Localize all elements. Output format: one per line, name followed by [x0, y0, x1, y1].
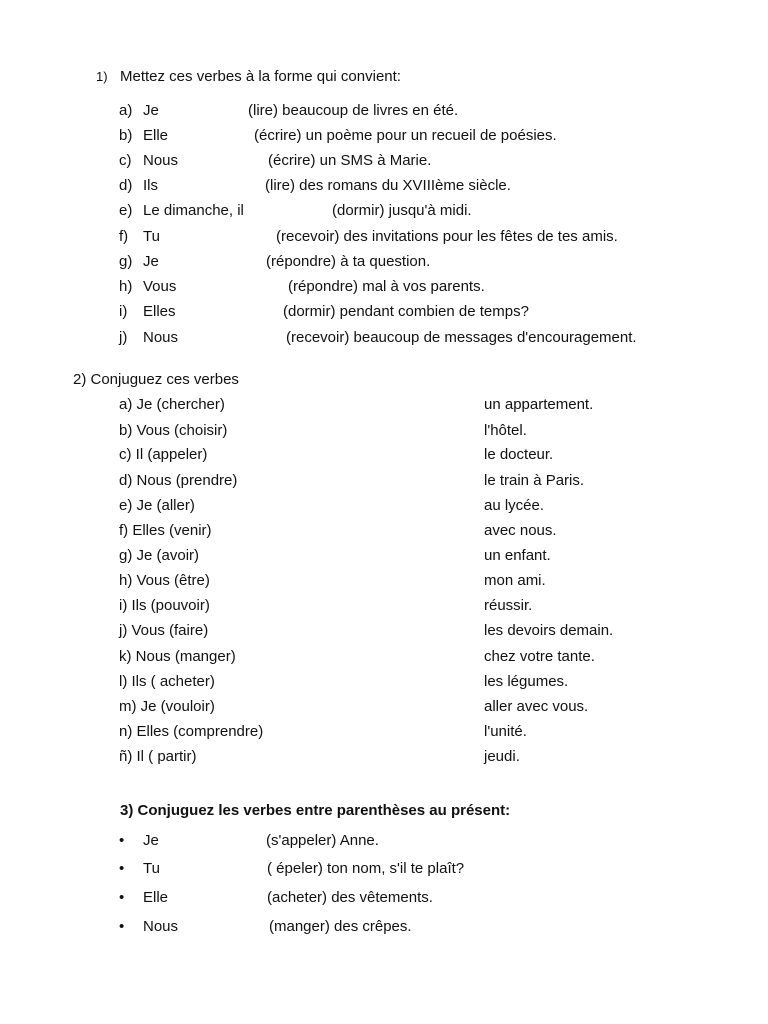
item-prompt: j) Vous (faire): [119, 622, 209, 639]
item-letter: g): [119, 253, 133, 270]
item-prompt: h) Vous (être): [119, 572, 210, 589]
item-complement: au lycée.: [484, 497, 545, 514]
bullet-icon: •: [119, 889, 125, 906]
item-prompt: a) Je (chercher): [119, 396, 225, 413]
item-subject: Je: [143, 102, 159, 119]
item-complement: un appartement.: [484, 396, 594, 413]
item-subject: Le dimanche, il: [143, 202, 244, 219]
bullet-icon: •: [119, 832, 125, 849]
item-subject: Tu: [143, 860, 160, 877]
item-verb-phrase: (s'appeler) Anne.: [266, 832, 379, 849]
item-verb-phrase: (lire) des romans du XVIIIème siècle.: [265, 177, 511, 194]
item-letter: d): [119, 177, 133, 194]
item-letter: i): [119, 303, 128, 320]
item-subject: Nous: [143, 329, 179, 346]
item-verb-phrase: (dormir) pendant combien de temps?: [283, 303, 529, 320]
item-complement: l'unité.: [484, 723, 527, 740]
item-prompt: ñ) Il ( partir): [119, 748, 197, 765]
item-subject: Je: [143, 832, 159, 849]
item-prompt: b) Vous (choisir): [119, 422, 228, 439]
item-letter: e): [119, 202, 133, 219]
item-verb-phrase: (répondre) mal à vos parents.: [288, 278, 485, 295]
item-prompt: c) Il (appeler): [119, 446, 208, 463]
item-verb-phrase: (lire) beaucoup de livres en été.: [248, 102, 459, 119]
item-subject: Nous: [143, 152, 179, 169]
item-letter: j): [119, 329, 128, 346]
item-complement: un enfant.: [484, 547, 551, 564]
item-letter: c): [119, 152, 132, 169]
exercise-3-title: 3) Conjuguez les verbes entre parenthèses au présent:: [120, 802, 511, 819]
item-complement: réussir.: [484, 597, 533, 614]
item-prompt: g) Je (avoir): [119, 547, 200, 564]
item-verb-phrase: (dormir) jusqu'à midi.: [332, 202, 472, 219]
item-prompt: f) Elles (venir): [119, 522, 212, 539]
item-subject: Elles: [143, 303, 176, 320]
item-prompt: l) Ils ( acheter): [119, 673, 215, 690]
item-verb-phrase: (écrire) un poème pour un recueil de poésies.: [254, 127, 557, 144]
item-prompt: n) Elles (comprendre): [119, 723, 264, 740]
item-complement: le train à Paris.: [484, 472, 585, 489]
item-complement: avec nous.: [484, 522, 557, 539]
item-prompt: k) Nous (manger): [119, 648, 236, 665]
exercise-1-number: 1): [96, 69, 108, 84]
item-complement: jeudi.: [484, 748, 520, 765]
item-subject: Vous: [143, 278, 177, 295]
item-letter: a): [119, 102, 133, 119]
item-prompt: e) Je (aller): [119, 497, 195, 514]
item-letter: h): [119, 278, 133, 295]
item-letter: b): [119, 127, 133, 144]
item-subject: Je: [143, 253, 159, 270]
exercise-1-title: Mettez ces verbes à la forme qui convient:: [120, 68, 401, 85]
item-prompt: i) Ils (pouvoir): [119, 597, 210, 614]
exercise-2-title: 2) Conjuguez ces verbes: [73, 371, 239, 388]
item-verb-phrase: (acheter) des vêtements.: [267, 889, 433, 906]
item-complement: aller avec vous.: [484, 698, 589, 715]
item-complement: les légumes.: [484, 673, 569, 690]
item-complement: mon ami.: [484, 572, 546, 589]
item-subject: Nous: [143, 918, 179, 935]
bullet-icon: •: [119, 860, 125, 877]
item-verb-phrase: (écrire) un SMS à Marie.: [268, 152, 432, 169]
item-prompt: m) Je (vouloir): [119, 698, 215, 715]
item-complement: les devoirs demain.: [484, 622, 614, 639]
item-verb-phrase: (répondre) à ta question.: [266, 253, 431, 270]
item-complement: l'hôtel.: [484, 422, 527, 439]
item-subject: Ils: [143, 177, 158, 194]
item-letter: f): [119, 228, 129, 245]
item-verb-phrase: (recevoir) des invitations pour les fêtes de tes amis.: [276, 228, 618, 245]
item-prompt: d) Nous (prendre): [119, 472, 238, 489]
item-complement: le docteur.: [484, 446, 554, 463]
item-subject: Elle: [143, 889, 169, 906]
item-verb-phrase: (manger) des crêpes.: [269, 918, 412, 935]
item-complement: chez votre tante.: [484, 648, 595, 665]
item-subject: Elle: [143, 127, 169, 144]
item-subject: Tu: [143, 228, 160, 245]
item-verb-phrase: (recevoir) beaucoup de messages d'encouragement.: [286, 329, 637, 346]
item-verb-phrase: ( épeler) ton nom, s'il te plaît?: [267, 860, 465, 877]
bullet-icon: •: [119, 918, 125, 935]
